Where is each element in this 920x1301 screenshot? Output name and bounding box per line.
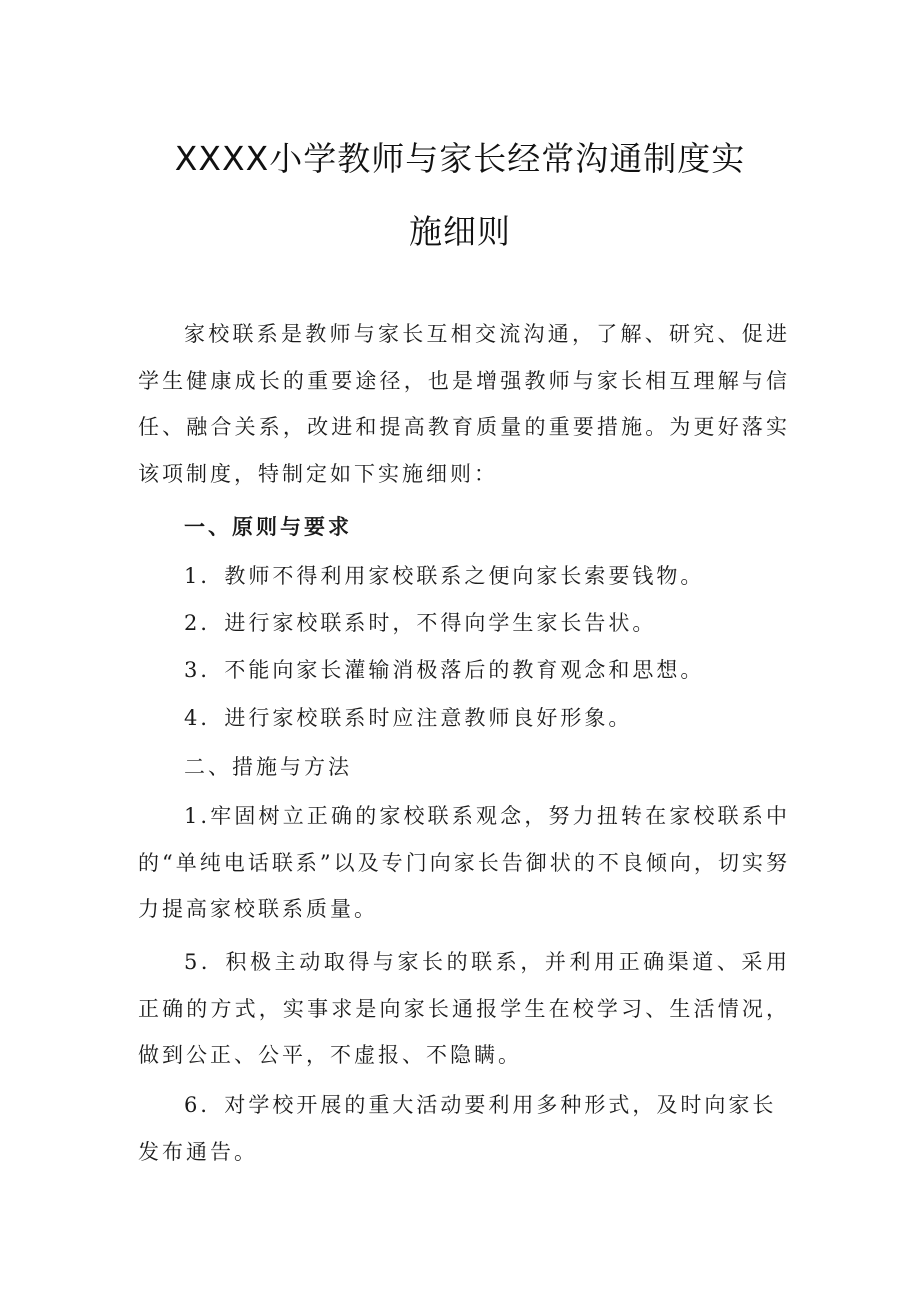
- section-1-item: 1．教师不得利用家校联系之便向家长索要钱物。: [184, 564, 705, 588]
- section-1-heading: 一、原则与要求: [184, 514, 352, 539]
- section-1-item: 2．进行家校联系时，不得向学生家长告状。: [184, 611, 657, 635]
- section-2-heading: 二、措施与方法: [184, 755, 352, 779]
- section-1-item: 3．不能向家长灌输消极落后的教育观念和思想。: [184, 658, 705, 682]
- intro-paragraph: 家校联系是教师与家长互相交流沟通，了解、研究、促进学生健康成长的重要途径，也是增强教师与家长相互理解与信任、融合关系，改进和提高教育质量的重要措施。为更好落实该项制度，特制定如下实施细则：: [138, 322, 790, 486]
- section-2-item-6-line-2: 发布通告。: [138, 1140, 258, 1164]
- document-title-line-2: 施细则: [409, 212, 511, 251]
- section-1-item: 4．进行家校联系时应注意教师良好形象。: [184, 706, 633, 730]
- section-2-item-6-line-1: 6．对学校开展的重大活动要利用多种形式，及时向家长: [184, 1093, 777, 1117]
- section-2-item-1: 1.牢固树立正确的家校联系观念，努力扭转在家校联系中的“单纯电话联系”以及专门向家长告御状的不良倾向，切实努力提高家校联系质量。: [138, 804, 790, 921]
- section-2-item-5: 5．积极主动取得与家长的联系，并利用正确渠道、采用正确的方式，实事求是向家长通报学生在校学习、生活情况，做到公正、公平，不虚报、不隐瞒。: [138, 950, 790, 1067]
- document-title-line-1: XXXX小学教师与家长经常沟通制度实: [174, 139, 746, 178]
